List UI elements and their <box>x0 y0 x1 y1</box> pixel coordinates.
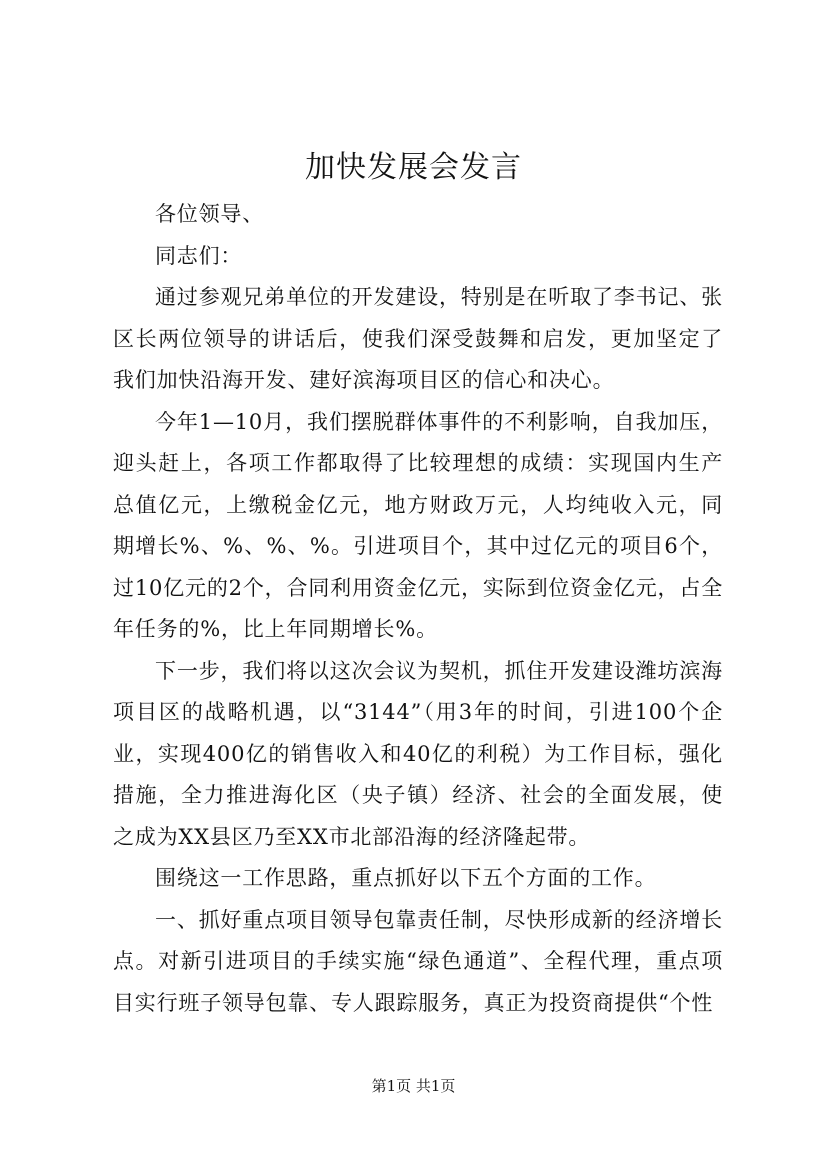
document-title: 加快发展会发言 <box>305 150 522 185</box>
salutation-line-1: 各位领导、 <box>155 202 264 226</box>
page-footer: 第1页 共1页 <box>371 1077 456 1095</box>
paragraph-achievements: 今年1—10月，我们摆脱群体事件的不利影响，自我加压，迎头赶上，各项工作都取得了比较理想的成绩：实现国内生产总值亿元，上缴税金亿元，地方财政万元，人均纯收入元，同期增长%、%、%、%。引进项目个，其中过亿元的项目6个，过10亿元的2个，合同利用资金亿元，实际到位资金亿元，占全年任务的%，比上年同期增长%。 <box>113 409 723 641</box>
paragraph-intro: 通过参观兄弟单位的开发建设，特别是在听取了李书记、张区长两位领导的讲话后，使我们深受鼓舞和启发，更加坚定了我们加快沿海开发、建好滨海项目区的信心和决心。 <box>113 285 723 392</box>
paragraph-next-steps: 下一步，我们将以这次会议为契机，抓住开发建设潍坊滨海项目区的战略机遇，以“3144”（用3年的时间，引进100个企业，实现400亿的销售收入和40亿的利税）为工作目标，强化措施，全力推进海化区（央子镇）经济、社会的全面发展，使之成为XX县区乃至XX市北部沿海的经济隆起带。 <box>113 658 723 849</box>
document-body <box>113 194 723 1024</box>
salutation-line-2: 同志们： <box>155 243 243 268</box>
paragraph-focus: 围绕这一工作思路，重点抓好以下五个方面的工作。 <box>155 866 657 890</box>
paragraph-item-one: 一、抓好重点项目领导包靠责任制，尽快形成新的经济增长点。对新引进项目的手续实施“绿色通道”、全程代理，重点项目实行班子领导包靠、专人跟踪服务，真正为投资商提供“个性 <box>113 907 723 1015</box>
